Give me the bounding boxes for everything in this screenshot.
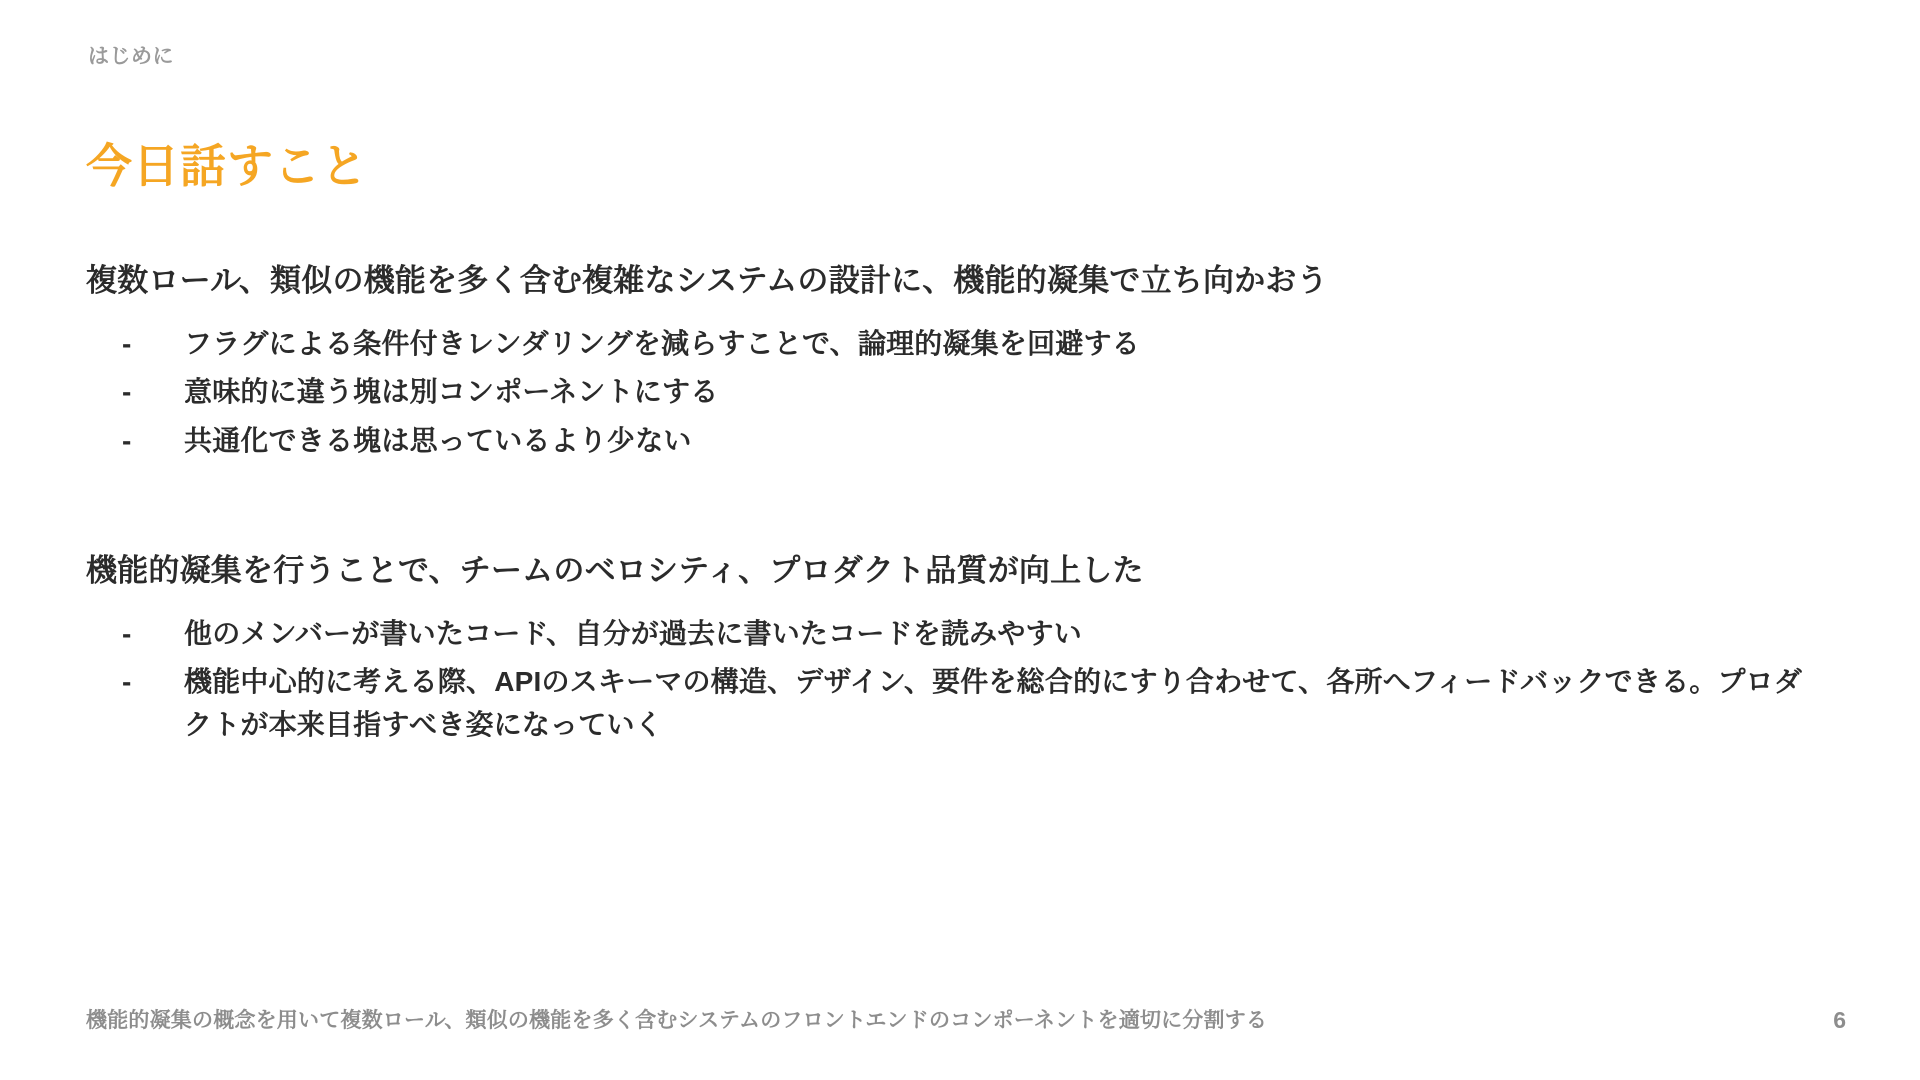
slide-eyebrow: はじめに <box>88 45 174 68</box>
page-number: 6 <box>1833 1007 1846 1033</box>
footer-note: 機能的凝集の概念を用いて複数ロール、類似の機能を多く含むシステムのフロントエンドのコンポーネントを適切に分割する <box>86 1009 1268 1032</box>
bullet-marker: - <box>122 617 132 649</box>
list-item <box>122 323 1846 366</box>
bullet-text: 共通化できる塊は思っているより少ない <box>184 424 692 456</box>
content-section <box>86 548 1846 746</box>
page-title: 今日話すこと <box>86 139 368 192</box>
bullet-marker: - <box>122 327 132 359</box>
bullet-text: 機能中心的に考える際、APIのスキーマの構造、デザイン、要件を総合的にすり合わせて、各所へフィードバックできる。プロダクトが本来目指すべき姿になっていく <box>184 666 1803 740</box>
bullet-text: 他のメンバーが書いたコード、自分が過去に書いたコードを読みやすい <box>184 617 1082 649</box>
list-item <box>122 613 1846 656</box>
bullet-list <box>86 323 1846 463</box>
bullet-text: 意味的に違う塊は別コンポーネントにする <box>184 376 719 408</box>
bullet-marker: - <box>122 376 132 408</box>
section-heading: 機能的凝集を行うことで、チームのベロシティ、プロダクト品質が向上した <box>86 553 1144 589</box>
section-spacer <box>86 514 1846 548</box>
list-item <box>122 661 1846 746</box>
list-item <box>122 420 1846 463</box>
bullet-text: フラグによる条件付きレンダリングを減らすことで、論理的凝集を回避する <box>184 327 1140 359</box>
slide-body <box>86 258 1846 798</box>
content-section <box>86 258 1846 462</box>
bullet-marker: - <box>122 424 132 456</box>
bullet-list <box>86 613 1846 747</box>
list-item <box>122 371 1846 414</box>
bullet-marker: - <box>122 666 132 698</box>
section-heading: 複数ロール、類似の機能を多く含む複雑なシステムの設計に、機能的凝集で立ち向かおう <box>86 263 1328 298</box>
